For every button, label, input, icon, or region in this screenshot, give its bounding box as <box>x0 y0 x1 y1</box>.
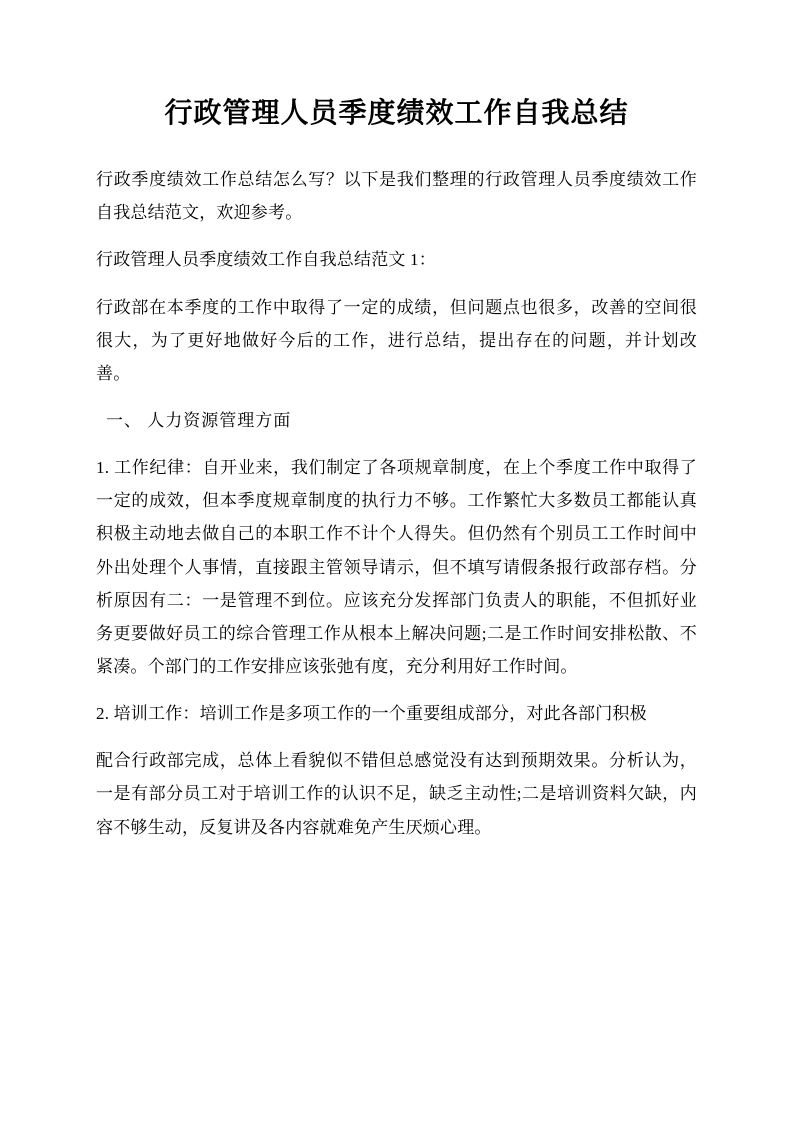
paragraph-intro: 行政季度绩效工作总结怎么写？以下是我们整理的行政管理人员季度绩效工作自我总结范文，欢迎参考。 <box>96 170 697 223</box>
paragraph-item-2: 2. 培训工作：培训工作是多项工作的一个重要组成部分，对此各部门积极 <box>96 704 647 724</box>
page-title: 行政管理人员季度绩效工作自我总结 <box>164 98 629 129</box>
paragraph-item-1: 1. 工作纪律：自开业来，我们制定了各项规章制度，在上个季度工作中取得了一定的成效，但本季度规章制度的执行力不够。工作繁忙大多数员工都能认真积极主动地去做自己的本职工作不计个人得失。但仍然有个别员工工作时间中外出处理个人事情，直接跟主管领导请示，但不填写请假条报行政部存档。分析原因有二：一是管理不到位。应该充分发挥部门负责人的职能，不但抓好业务更要做好员工的综合管理工作从根本上解决问题;二是工作时间安排松散、不紧凑。个部门的工作安排应该张弛有度，充分利用好工作时间。 <box>96 458 697 677</box>
section-heading-one: 一、 人力资源管理方面 <box>106 411 292 431</box>
paragraph-sample-label: 行政管理人员季度绩效工作自我总结范文 1： <box>96 250 436 270</box>
paragraph-item-2-continued: 配合行政部完成，总体上看貌似不错但总感觉没有达到预期效果。分析认为，一是有部分员工对于培训工作的认识不足，缺乏主动性;二是培训资料欠缺，内容不够生动，反复讲及各内容就难免产生厌烦心理。 <box>96 751 697 837</box>
paragraph-opening: 行政部在本季度的工作中取得了一定的成绩，但问题点也很多，改善的空间很很大，为了更好地做好今后的工作，进行总结，提出存在的问题，并计划改善。 <box>96 297 697 383</box>
